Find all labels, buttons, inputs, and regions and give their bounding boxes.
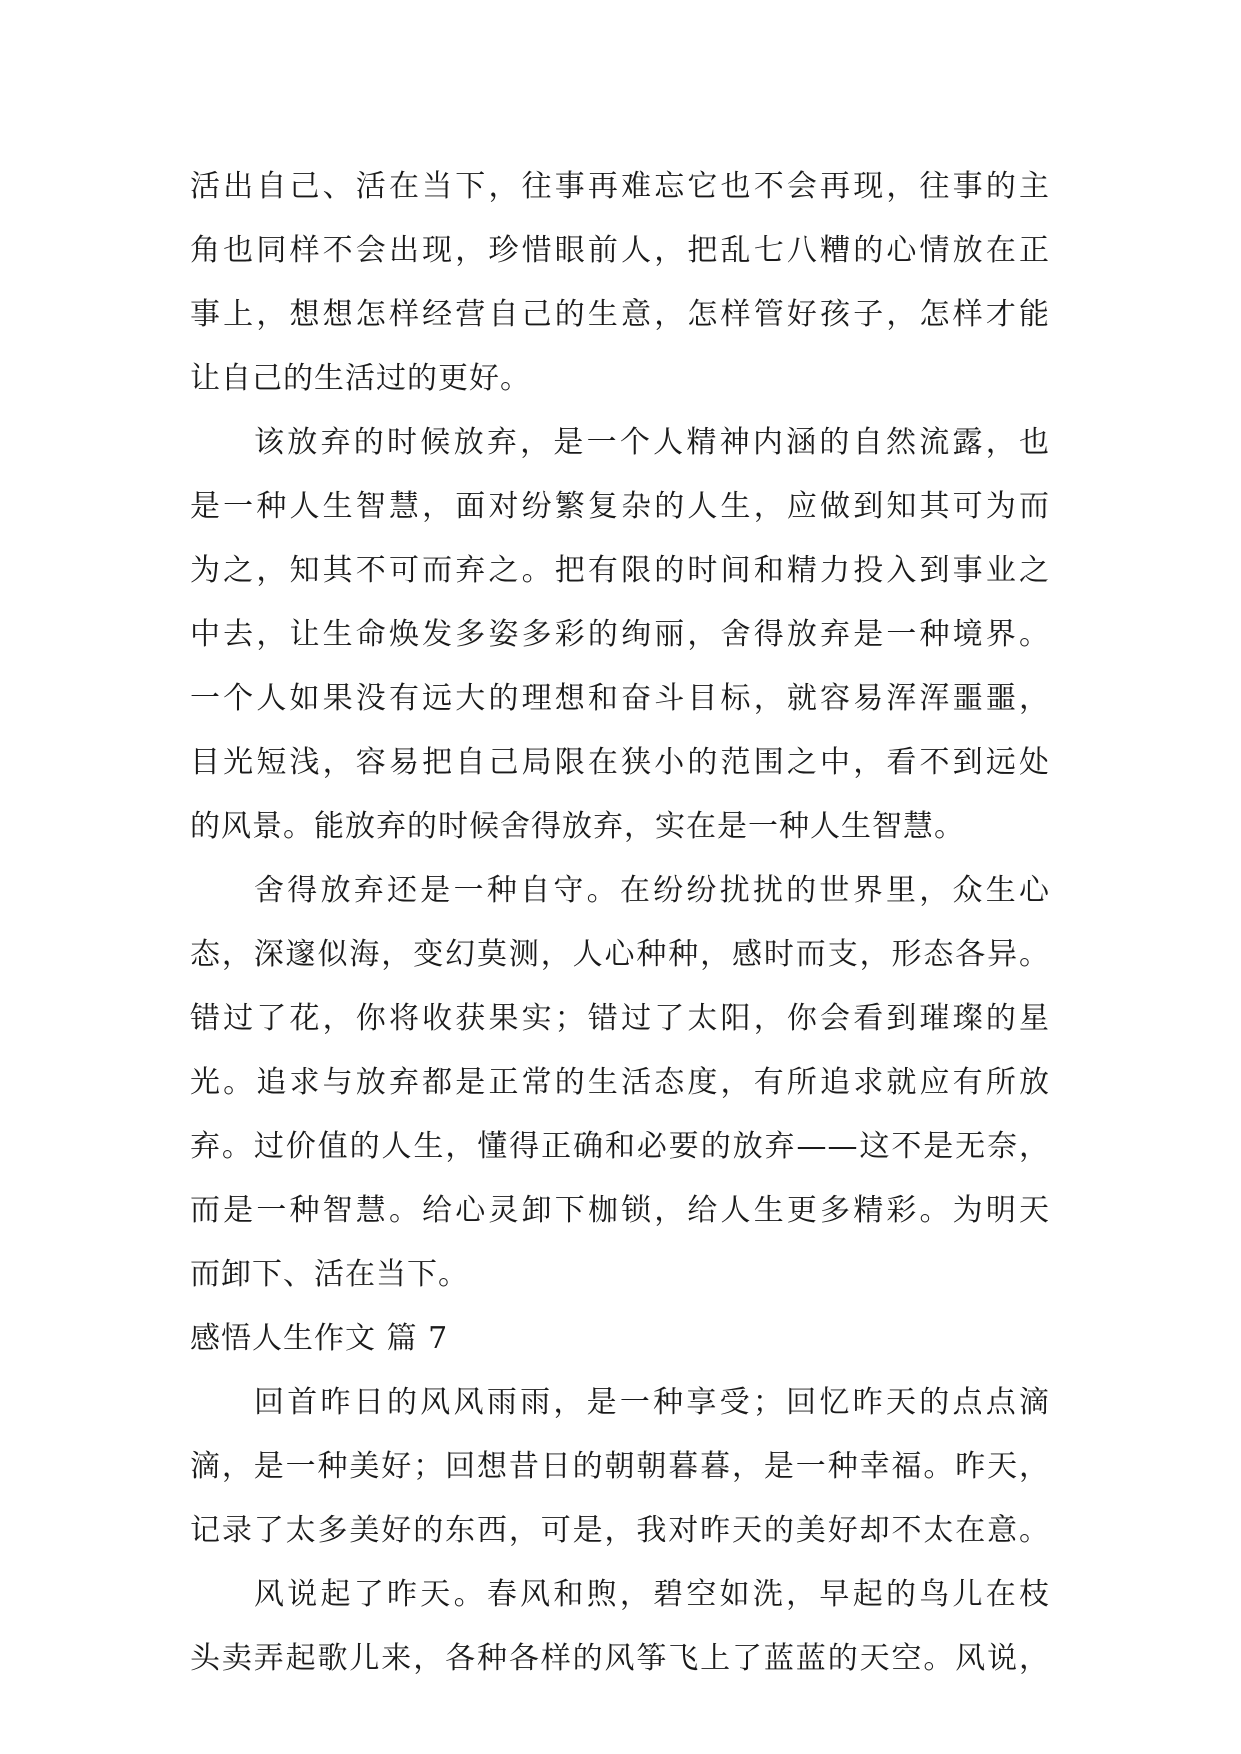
- text-line: 舍得放弃还是一种自守。在纷纷扰扰的世界里，众生心: [254, 873, 1050, 908]
- paragraph: [190, 859, 1050, 1307]
- text-line: 为之，知其不可而弃之。把有限的时间和精力投入到事业之: [190, 553, 1050, 588]
- text-line: 目光短浅，容易把自己局限在狭小的范围之中，看不到远处: [190, 745, 1050, 780]
- text-line: 态，深邃似海，变幻莫测，人心种种，感时而支，形态各异。: [190, 937, 1050, 972]
- paragraph: [190, 1371, 1050, 1563]
- text-line: 而卸下、活在当下。: [190, 1257, 469, 1292]
- text-line: 的风景。能放弃的时候舍得放弃，实在是一种人生智慧。: [190, 809, 965, 844]
- paragraph: [190, 155, 1050, 411]
- text-line: 光。追求与放弃都是正常的生活态度，有所追求就应有所放: [190, 1065, 1050, 1100]
- text-line: 一个人如果没有远大的理想和奋斗目标，就容易浑浑噩噩，: [190, 681, 1050, 716]
- text-line: 弃。过价值的人生，懂得正确和必要的放弃——这不是无奈，: [190, 1129, 1050, 1164]
- text-line: 记录了太多美好的东西，可是，我对昨天的美好却不太在意。: [190, 1513, 1050, 1548]
- text-line: 错过了花，你将收获果实；错过了太阳，你会看到璀璨的星: [190, 1001, 1050, 1036]
- text-line: 角也同样不会出现，珍惜眼前人，把乱七八糟的心情放在正: [190, 233, 1050, 268]
- text-line: 滴，是一种美好；回想昔日的朝朝暮暮，是一种幸福。昨天，: [190, 1449, 1050, 1484]
- text-line: 是一种人生智慧，面对纷繁复杂的人生，应做到知其可为而: [190, 489, 1050, 524]
- text-line: 让自己的生活过的更好。: [190, 361, 531, 396]
- text-line: 而是一种智慧。给心灵卸下枷锁，给人生更多精彩。为明天: [190, 1193, 1050, 1228]
- text-line: 活出自己、活在当下，往事再难忘它也不会再现，往事的主: [190, 169, 1050, 204]
- text-line: 风说起了昨天。春风和煦，碧空如洗，早起的鸟儿在枝: [254, 1577, 1050, 1612]
- text-line: 头卖弄起歌儿来，各种各样的风筝飞上了蓝蓝的天空。风说，: [190, 1641, 1050, 1676]
- text-line: 该放弃的时候放弃，是一个人精神内涵的自然流露，也: [254, 425, 1050, 460]
- paragraph: [190, 411, 1050, 859]
- document-body: [190, 155, 1050, 1691]
- text-line: 回首昨日的风风雨雨，是一种享受；回忆昨天的点点滴: [254, 1385, 1050, 1420]
- section-heading: 感悟人生作文 篇 7: [190, 1321, 449, 1356]
- text-line: 事上，想想怎样经营自己的生意，怎样管好孩子，怎样才能: [190, 297, 1050, 332]
- text-line: 中去，让生命焕发多姿多彩的绚丽，舍得放弃是一种境界。: [190, 617, 1050, 652]
- paragraph: [190, 1563, 1050, 1691]
